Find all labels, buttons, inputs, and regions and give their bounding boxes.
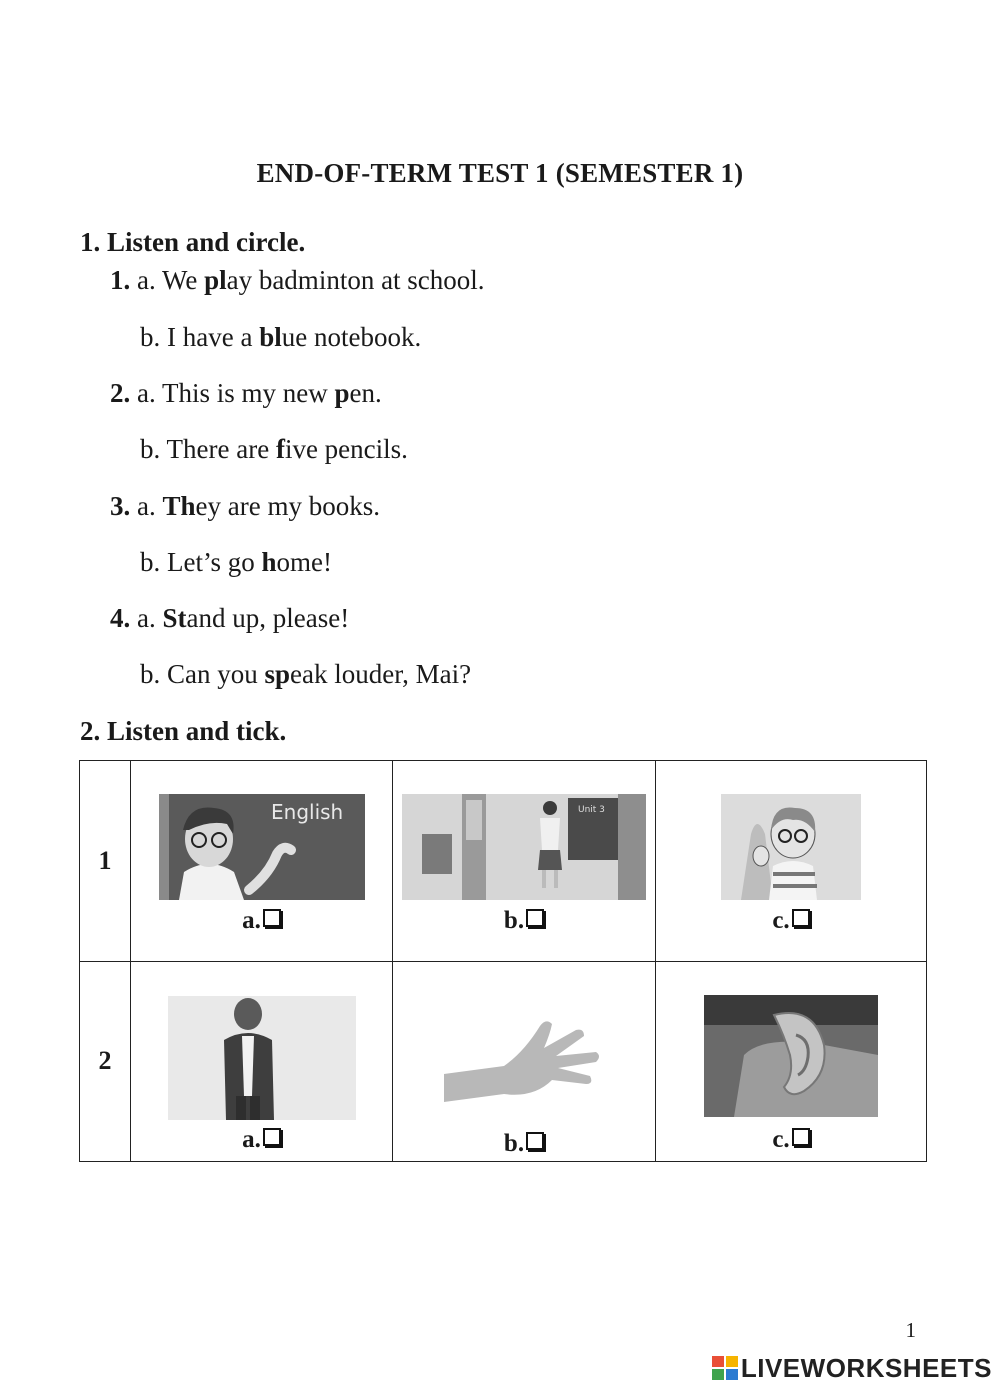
option-cell[interactable] (656, 761, 927, 962)
option-letter: a. (242, 907, 261, 934)
option-label[interactable] (656, 907, 926, 935)
option-cell[interactable] (393, 761, 656, 962)
sentence-post: ive pencils. (284, 434, 408, 464)
tick-table (79, 760, 927, 1162)
checkbox-icon[interactable] (263, 1128, 281, 1146)
question-3a[interactable] (110, 491, 380, 522)
page-title: END-OF-TERM TEST 1 (SEMESTER 1) (256, 158, 744, 188)
board-text: Unit 3 (578, 805, 605, 815)
sentence-post: eak louder, Mai? (290, 659, 472, 689)
option-cell[interactable] (131, 761, 393, 962)
sentence-pre: b. There are (140, 434, 276, 464)
brand-logo (712, 1354, 992, 1382)
option-letter: a. (242, 1125, 261, 1153)
boy-waving-image (721, 794, 861, 900)
liveworksheets-logo-icon (712, 1356, 738, 1380)
question-2a[interactable] (110, 378, 382, 409)
option-cell[interactable] (131, 961, 393, 1162)
row-number: 1 (80, 761, 131, 962)
option-cell[interactable] (393, 961, 656, 1162)
option-letter: c. (772, 907, 790, 934)
sentence-post: ey are my books. (195, 491, 380, 521)
checkbox-icon[interactable] (526, 1132, 544, 1150)
question-1a[interactable] (110, 265, 485, 296)
page-number: 1 (905, 1318, 916, 1342)
sentence-sound: bl (259, 322, 282, 352)
option-label[interactable] (131, 907, 392, 935)
sentence-sound: St (162, 603, 187, 633)
boy-in-jacket-image (168, 996, 356, 1120)
option-letter: b. (503, 1129, 525, 1157)
sentence-pre: a. (137, 603, 163, 633)
section-2-heading: 2. Listen and tick. (80, 716, 287, 746)
sentence-sound: p (334, 378, 350, 408)
option-letter: c. (772, 1125, 790, 1153)
sentence-pre: b. Let’s go (140, 547, 262, 577)
checkbox-icon[interactable] (792, 1128, 810, 1146)
question-4b[interactable] (140, 659, 471, 690)
option-label[interactable] (656, 1126, 926, 1154)
question-2b[interactable] (140, 434, 408, 465)
sentence-pre: a. We (137, 265, 205, 295)
sentence-sound: h (261, 547, 277, 577)
sentence-post: ome! (276, 547, 333, 577)
sentence-pre: b. Can you (140, 659, 265, 689)
option-label[interactable] (131, 1126, 392, 1154)
sentence-sound: sp (264, 659, 291, 689)
option-cell[interactable] (656, 961, 927, 1162)
question-3b[interactable] (140, 547, 332, 578)
sentence-post: en. (349, 378, 382, 408)
question-number: 3. (110, 491, 131, 521)
sentence-sound: pl (204, 265, 227, 295)
sentence-post: and up, please! (186, 603, 350, 633)
brand-name: LIVEWORKSHEETS (740, 1352, 992, 1383)
table-row (80, 761, 927, 962)
question-4a[interactable] (110, 603, 349, 634)
open-hand-image (444, 1012, 604, 1108)
row-number: 2 (80, 961, 131, 1162)
sentence-post: ue notebook. (281, 322, 422, 352)
checkbox-icon[interactable] (263, 909, 281, 927)
table-row (80, 961, 927, 1162)
option-letter: b. (503, 907, 525, 934)
sentence-sound: Th (162, 491, 196, 521)
teacher-english-board-image (159, 794, 365, 900)
section-1-heading: 1. Listen and circle. (80, 227, 306, 257)
question-number: 2. (110, 378, 131, 408)
classroom-teacher-door-image (402, 794, 646, 900)
question-number: 4. (110, 603, 131, 633)
sentence-pre: a. This is my new (137, 378, 335, 408)
sentence-pre: a. (137, 491, 163, 521)
checkbox-icon[interactable] (792, 909, 810, 927)
board-text: English (270, 800, 343, 824)
question-1b[interactable] (140, 322, 421, 353)
option-label[interactable] (393, 907, 655, 935)
sentence-sound: f (275, 434, 285, 464)
ear-image (704, 995, 878, 1117)
question-number: 1. (110, 265, 131, 295)
sentence-post: ay badminton at school. (226, 265, 485, 295)
option-label[interactable] (393, 1130, 655, 1158)
checkbox-icon[interactable] (526, 909, 544, 927)
sentence-pre: b. I have a (140, 322, 260, 352)
